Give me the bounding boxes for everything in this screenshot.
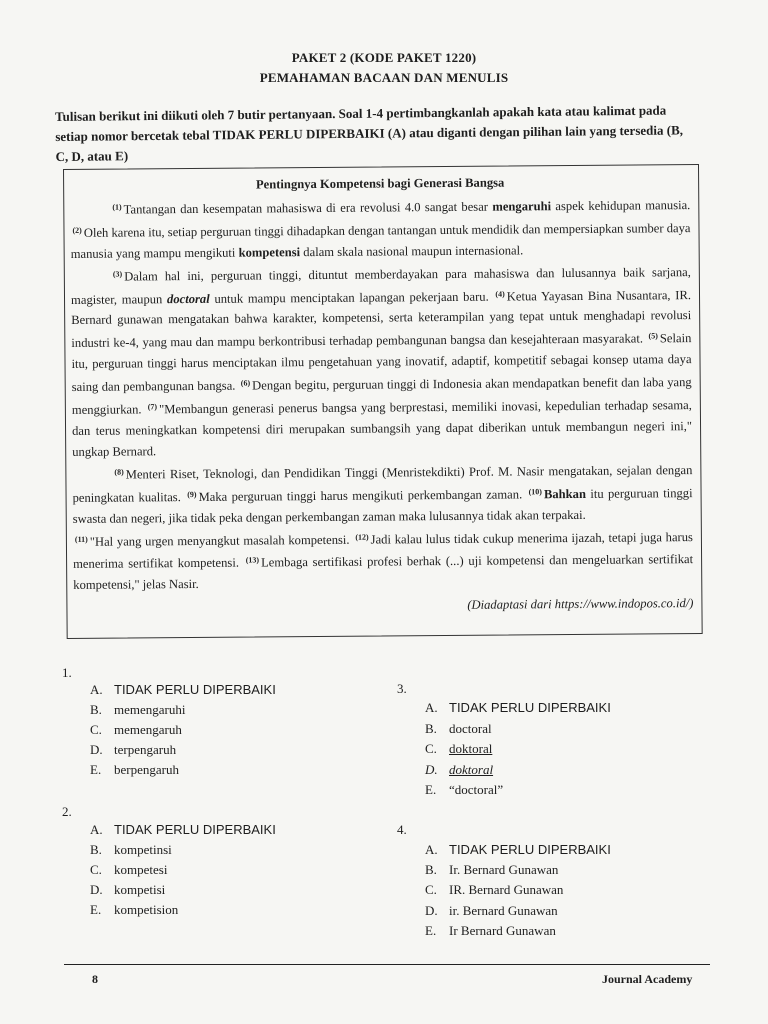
bold-word-2: kompetensi [238, 244, 301, 260]
sentence-marker: (4) [495, 289, 505, 299]
sentence-marker: (7) [147, 402, 158, 412]
question-3-option-b[interactable] [425, 719, 492, 739]
sentence-3-end: untuk mampu menciptakan lapangan pekerjaan baru. [209, 289, 489, 306]
passage-paragraph-2 [71, 260, 693, 463]
sentence-8: Menteri Riset, Teknologi, dan Pendidikan Tinggi (Menristekdikti) Prof. M. Nasir mengatakan, sejalan dengan peningkatan kualitas. [72, 462, 693, 505]
sentence-2-end: dalam skala nasional maupun internasional. [300, 243, 524, 259]
option-text: TIDAK PERLU DIPERBAIKI [449, 700, 611, 715]
option-text: IR. Bernard Gunawan [449, 882, 564, 897]
question-2-option-b[interactable] [90, 840, 172, 860]
option-letter: E. [425, 923, 437, 938]
sentence-1-end: aspek kehidupan manusia. [551, 197, 691, 214]
sentence-3: Dalam hal ini, perguruan tinggi, dituntut memberdayakan para mahasiswa dan lulusannya baik sarjana, magister, maupun [70, 264, 691, 307]
sentence-marker: (9) [187, 489, 197, 499]
option-letter: B. [425, 721, 437, 736]
option-text: “doctoral” [449, 782, 504, 797]
option-text: TIDAK PERLU DIPERBAIKI [114, 822, 276, 837]
question-2-option-d[interactable] [90, 880, 165, 900]
question-1-option-d[interactable] [90, 740, 176, 760]
option-letter: C. [90, 862, 102, 877]
sentence-marker: (6) [240, 378, 251, 388]
sentence-9: Maka perguruan tinggi harus mengikuti perkembangan zaman. [198, 487, 523, 504]
page-title: PAKET 2 (KODE PAKET 1220) [291, 50, 477, 65]
option-text: kompetinsi [114, 842, 172, 857]
question-1-option-c[interactable] [90, 720, 182, 740]
option-text: kompetesi [114, 862, 168, 877]
option-letter: A. [90, 682, 103, 697]
page-subtitle: PEMAHAMAN BACAAN DAN MENULIS [259, 70, 509, 85]
question-3-option-e[interactable] [425, 780, 503, 800]
option-letter: D. [90, 882, 103, 897]
option-letter: A. [425, 842, 438, 857]
question-2-number: 2. [62, 804, 72, 819]
option-text: berpengaruh [114, 762, 179, 777]
sentence-marker: (2) [72, 225, 82, 235]
option-text: Ir Bernard Gunawan [449, 923, 556, 938]
option-text: doctoral [449, 721, 492, 736]
sentence-marker: (1) [112, 202, 122, 212]
option-text: TIDAK PERLU DIPERBAIKI [114, 682, 276, 697]
question-3-option-c[interactable] [425, 739, 492, 759]
option-text: memengaruh [114, 722, 182, 737]
bold-word-4: Bahkan [543, 486, 586, 501]
option-text: kompetisi [114, 882, 166, 897]
question-1-option-b[interactable] [90, 700, 185, 720]
option-letter: B. [425, 862, 437, 877]
sentence-1: Tantangan dan kesempatan mahasiswa di era revolusi 4.0 sangat besar [123, 199, 493, 217]
reading-passage [63, 164, 703, 639]
page-number: 8 [92, 972, 98, 986]
option-letter: E. [425, 782, 437, 797]
passage-paragraph-3 [72, 458, 693, 530]
sentence-5: Selain itu, perguruan tinggi harus menciptakan ilmu pengetahuan yang inovatif, adaptif, kompetitif sebagai konsep utama daya saing dan pembangunan bangsa. [71, 331, 692, 395]
option-text: doktoral [449, 741, 493, 756]
option-text: terpengaruh [114, 742, 177, 757]
option-letter: D. [425, 903, 438, 918]
question-3-option-d[interactable] [425, 760, 493, 780]
question-4-option-b[interactable] [425, 860, 558, 880]
question-4-option-c[interactable] [425, 880, 563, 900]
sentence-marker: (10) [528, 486, 542, 497]
passage-source: (Diadaptasi dari https://www.indopos.co.id/) [467, 596, 694, 613]
option-letter: A. [425, 700, 438, 715]
question-3-number: 3. [397, 681, 407, 696]
question-1-option-a[interactable] [90, 680, 276, 700]
question-4-number: 4. [397, 822, 407, 837]
question-4-option-a[interactable] [425, 840, 611, 860]
option-letter: E. [90, 902, 102, 917]
option-letter: E. [90, 762, 102, 777]
question-2-option-c[interactable] [90, 860, 167, 880]
footer-divider [64, 964, 710, 965]
option-letter: C. [90, 722, 102, 737]
sentence-12: Jadi kalau lulus tidak cukup menerima ijazah, tetapi juga harus menerima sertifikat kompetensi. [73, 529, 693, 572]
sentence-11: "Hal yang urgen menyangkut masalah kompetensi. [89, 532, 350, 549]
question-4-option-e[interactable] [425, 921, 556, 941]
sentence-marker: (3) [112, 269, 123, 279]
question-1-number: 1. [62, 665, 72, 680]
question-2-option-e[interactable] [90, 900, 178, 920]
option-letter: D. [425, 762, 438, 777]
option-letter: B. [90, 702, 102, 717]
bold-word-1: mengaruhi [492, 199, 552, 214]
sentence-marker: (13) [245, 555, 260, 565]
sentence-2: Oleh karena itu, setiap perguruan tinggi dihadapkan dengan tantangan untuk mendidik dan mempersiapkan sumber daya manusia yang mampu mengikuti [70, 220, 691, 261]
option-text: ir. Bernard Gunawan [449, 903, 558, 918]
sentence-10: itu perguruan tinggi swasta dan negeri, jika tidak peka dengan perkembangan zaman maka lulusannya tidak akan terpakai. [72, 485, 693, 526]
option-letter: A. [90, 822, 103, 837]
bold-word-3: doctoral [166, 291, 210, 306]
sentence-6: Dengan begitu, perguruan tinggi di Indonesia akan mendapatkan benefit dan laba yang menggiurkan. [71, 375, 692, 417]
option-letter: C. [425, 741, 437, 756]
question-4-option-d[interactable] [425, 901, 558, 921]
sentence-marker: (12) [355, 532, 369, 542]
sentence-4: Ketua Yayasan Bina Nusantara, IR. Bernard gunawan mengatakan bahwa karakter, kompetensi, serta keterampilan yang tepat untuk menghadapi revolusi industri ke-4, yang mau dan mampu berkontribusi terhadap pembangunan bangsa dan kesejahteraan masyarakat. [71, 287, 692, 351]
option-text: TIDAK PERLU DIPERBAIKI [449, 842, 611, 857]
question-3-option-a[interactable] [425, 698, 611, 718]
instructions-text: Tulisan berikut ini diikuti oleh 7 butir pertanyaan. Soal 1-4 pertimbangkanlah apakah kata atau kalimat pada setiap nomor bercetak tebal TIDAK PERLU DIPERBAIKI (A) atau diganti dengan pilihan lain yang tersedia (B, C, D, atau E) [55, 102, 684, 164]
option-letter: B. [90, 842, 102, 857]
option-letter: C. [425, 882, 437, 897]
passage-paragraph-1 [70, 193, 691, 265]
option-text: Ir. Bernard Gunawan [449, 862, 559, 877]
passage-title: Pentingnya Kompetensi bagi Generasi Bangsa [255, 175, 505, 192]
footer-brand: Journal Academy [602, 972, 693, 986]
question-1-option-e[interactable] [90, 760, 179, 780]
passage-paragraph-4 [73, 525, 694, 597]
option-text: memengaruhi [114, 702, 186, 717]
sentence-marker: (8) [114, 467, 124, 477]
option-letter: D. [90, 742, 103, 757]
option-text: kompetision [114, 902, 179, 917]
sentence-marker: (11) [74, 534, 88, 544]
sentence-7: "Membangun generasi penerus bangsa yang berprestasi, memiliki inovasi, kepedulian terhadap sesama, dan terus meningkatkan kompetensi diri merupakan sumbangsih yang dapat diberikan untuk membangun negeri ini," ungkap Bernard. [72, 398, 693, 459]
option-text: doktoral [449, 762, 494, 777]
sentence-13: Lembaga sertifikasi profesi berhak (...) uji kompetensi dan mengeluarkan sertifikat kompetensi," jelas Nasir. [73, 552, 694, 593]
question-2-option-a[interactable] [90, 820, 276, 840]
sentence-marker: (5) [648, 331, 658, 341]
